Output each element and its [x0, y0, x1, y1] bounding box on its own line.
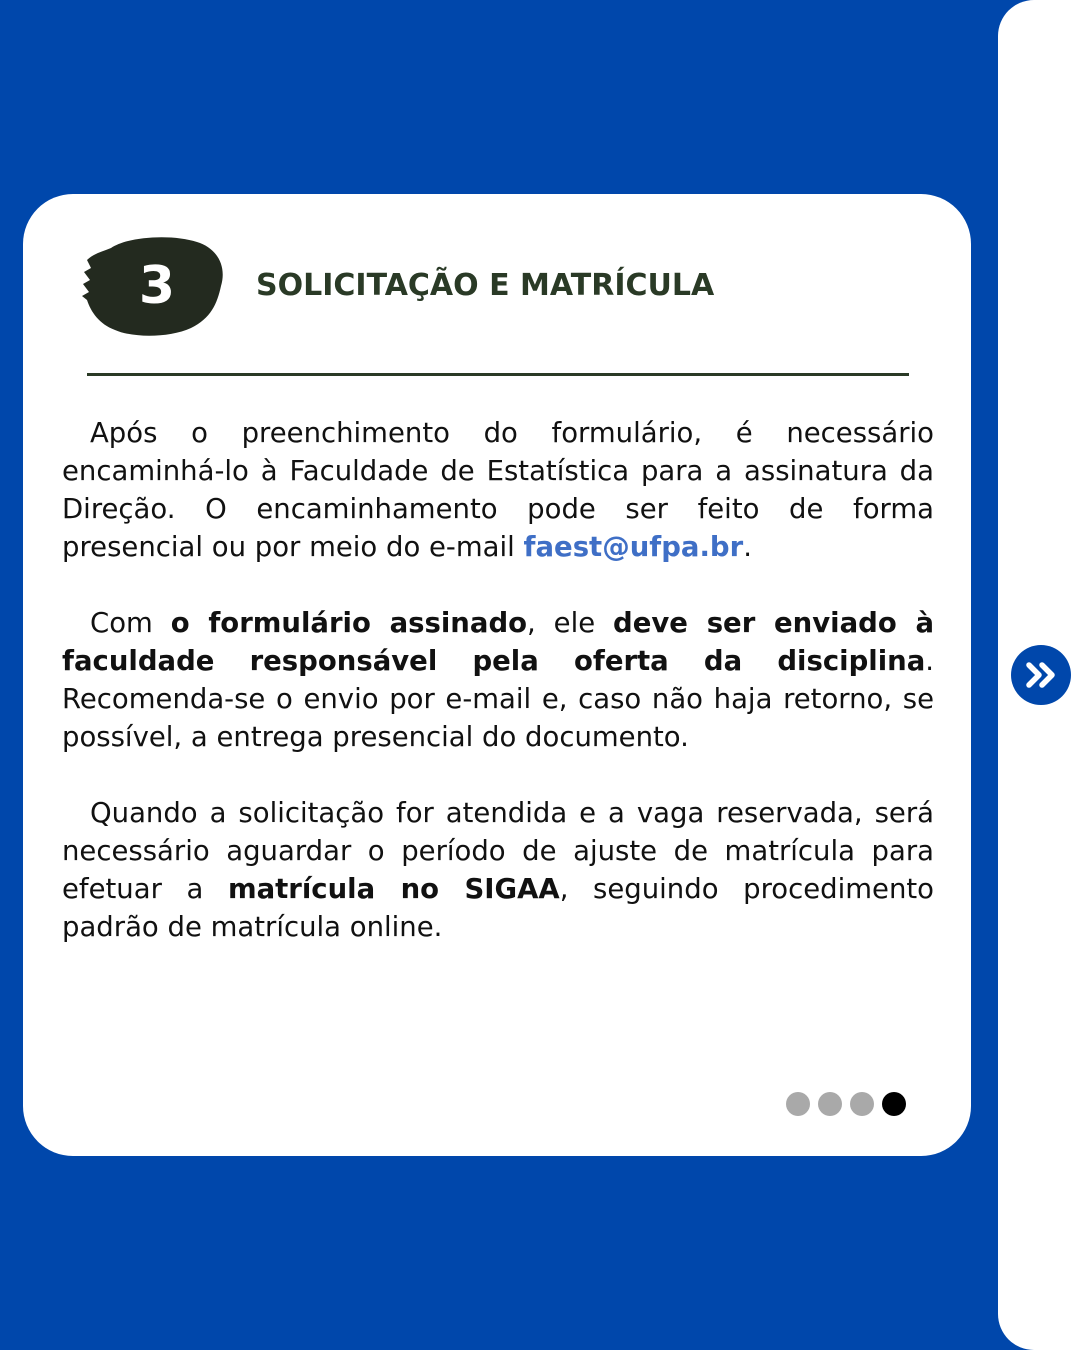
paragraph-2-text-3: . Recomenda-se o envio por e-mail e, caso não haja retorno, se possível, a entrega presencial do documento.: [62, 645, 934, 753]
page-indicator: [786, 1092, 906, 1116]
paragraph-3-bold-1: matrícula no SIGAA: [227, 873, 560, 905]
step-number: 3: [138, 256, 176, 316]
paragraph-2: [62, 604, 934, 756]
paragraph-2-text-1: Com: [90, 607, 171, 639]
paragraph-3-text-2: , seguindo procedimento padrão de matrícula online.: [62, 873, 934, 943]
email-link[interactable]: faest@ufpa.br: [523, 531, 744, 563]
page-dot[interactable]: [818, 1092, 842, 1116]
content-card: [23, 194, 971, 1156]
paragraph-2-bold-1: o formulário assinado: [170, 607, 528, 639]
title-divider: [87, 373, 909, 376]
paragraph-1-end: .: [743, 531, 752, 563]
double-chevron-right-icon: [1024, 661, 1058, 689]
section-title: SOLICITAÇÃO E MATRÍCULA: [256, 268, 715, 303]
page-dot-active[interactable]: [882, 1092, 906, 1116]
page-dot[interactable]: [786, 1092, 810, 1116]
body-text: [62, 414, 934, 946]
step-badge: [81, 234, 227, 338]
paragraph-3-text-1: Quando a solicitação for atendida e a vaga reservada, será necessário aguardar o período de ajuste de matrícula para efetuar a: [62, 797, 934, 905]
paragraph-2-text-2: , ele: [527, 607, 614, 639]
page-dot[interactable]: [850, 1092, 874, 1116]
paragraph-1: [62, 414, 934, 566]
next-slide-button[interactable]: [1011, 645, 1071, 705]
paragraph-3: [62, 794, 934, 946]
paragraph-1-text: Após o preenchimento do formulário, é necessário encaminhá-lo à Faculdade de Estatística para a assinatura da Direção. O encaminhamento pode ser feito de forma presencial ou por meio do e-mail: [62, 417, 934, 563]
paragraph-2-bold-2: deve ser enviado à faculdade responsável pela oferta da disciplina: [62, 607, 934, 677]
